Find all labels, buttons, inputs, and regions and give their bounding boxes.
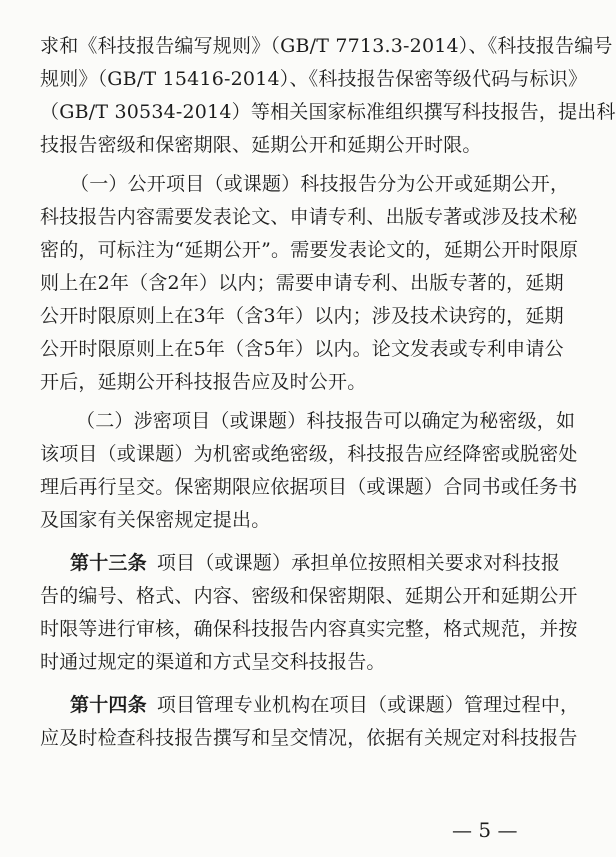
- text-line: 及国家有关保密规定提出。: [40, 509, 271, 531]
- text-line: 告的编号、格式、内容、密级和保密期限、延期公开和延期公开: [40, 585, 578, 607]
- article-14-first-line: 项目管理专业机构在项目（或课题）管理过程中，: [156, 694, 580, 716]
- text-line: 该项目（或课题）为机密或绝密级，科技报告应经降密或脱密处: [40, 443, 578, 465]
- article-14-heading: 第十四条: [70, 694, 147, 716]
- document-body: [40, 30, 616, 755]
- text-line: 规则》（GB/T 15416-2014）、《科技报告保密等级代码与标识》: [40, 68, 588, 90]
- page-number: — 5 —: [452, 818, 518, 842]
- text-line: 公开时限原则上在3年（含3年）以内；涉及技术诀窍的，延期: [40, 305, 564, 327]
- text-line: 理后再行呈交。保密期限应依据项目（或课题）合同书或任务书: [40, 476, 578, 498]
- text-line: 求和《科技报告编写规则》（GB/T 7713.3-2014）、《科技报告编号: [40, 35, 613, 57]
- text-line: 开后，延期公开科技报告应及时公开。: [40, 371, 367, 393]
- text-line: 公开时限原则上在5年（含5年）以内。论文发表或专利申请公: [40, 338, 564, 360]
- article-13-heading: 第十三条: [70, 552, 147, 574]
- text-line: 时限等进行审核，确保科技报告内容真实完整，格式规范，并按: [40, 618, 578, 640]
- paragraph-item-1-body: [40, 201, 579, 399]
- text-line: 技报告密级和保密期限、延期公开和延期公开时限。: [40, 134, 482, 156]
- paragraph-intro-continued: [40, 30, 616, 162]
- paragraph-item-1: [40, 168, 570, 201]
- text-line: 密的，可标注为“延期公开”。需要发表论文的，延期公开时限原: [40, 239, 579, 261]
- text-line: 应及时检查科技报告撰写和呈交情况，依据有关规定对科技报告: [40, 727, 578, 749]
- article-13: [40, 547, 578, 679]
- text-line: （二）涉密项目（或课题）科技报告可以确定为秘密级，如: [76, 410, 576, 432]
- text-line: 科技报告内容需要发表论文、申请专利、出版专著或涉及技术秘: [40, 206, 578, 228]
- article-13-first-line: 项目（或课题）承担单位按照相关要求对科技报: [156, 552, 561, 574]
- text-line: （GB/T 30534-2014）等相关国家标准组织撰写科技报告，提出科: [40, 101, 616, 123]
- text-line: [40, 689, 580, 722]
- article-14: [40, 689, 580, 755]
- text-line: （一）公开项目（或课题）科技报告分为公开或延期公开，: [70, 173, 570, 195]
- paragraph-item-2-body: [40, 438, 578, 537]
- text-line: 则上在2年（含2年）以内；需要申请专利、出版专著的，延期: [40, 272, 564, 294]
- paragraph-item-2: [40, 405, 576, 438]
- text-line: 时通过规定的渠道和方式呈交科技报告。: [40, 651, 386, 673]
- text-line: [40, 547, 561, 580]
